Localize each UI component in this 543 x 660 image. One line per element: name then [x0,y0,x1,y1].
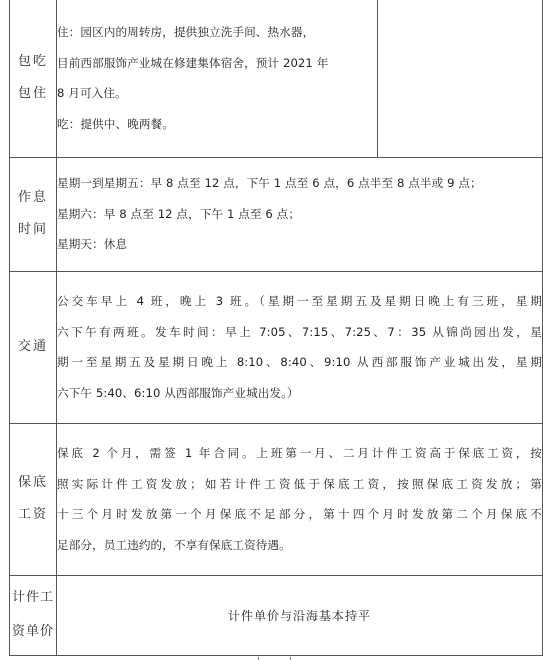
content-work-schedule [57,157,543,271]
text-line: 星期天：休息 [57,237,128,252]
text-line: 目前西部服饰产业城在修建集体宿舍，预计 2021 年 [57,55,329,70]
label-work-schedule [10,157,57,271]
label-line: 计件工 [11,590,54,605]
label-line: 保底 [17,475,48,490]
label-transport [10,271,57,423]
text-line: 期一至星期五及星期日晚上 8:10、8:40、9:10 从西部服饰产业城出发，星期 [57,355,542,369]
text-line: 六下午有两班。发车时间：早上 7:05、7:15、7:25、7：35 从锦尚园出发，星 [57,324,542,339]
text-line: 六下午 5:40、6:10 从西部服饰产业城出发。） [57,385,299,400]
label-room-and-board [10,0,57,157]
row-piece-rate [10,575,543,655]
empty-cell [378,0,543,157]
label-line: 交通 [17,339,48,354]
text-line: 十三个月时发放第一个月保底不足部分，第十四个月时发放第二个月保底不 [57,507,542,521]
text-line: 8 月可入住。 [57,86,127,101]
text-line: 足部分，员工违约的，不享有保底工资待遇。 [57,537,291,552]
row-guaranteed-wage [10,423,543,575]
label-line: 工资 [17,507,48,522]
text-line: 保底 2 个月，需签 1 年合同。上班第一月、二月计件工资高于保底工资，按 [57,446,542,460]
content-room-and-board [57,0,378,157]
label-line: 资单价 [11,624,54,639]
text-line: 星期六：早 8 点至 12 点，下午 1 点至 6 点； [57,206,301,221]
label-guaranteed-wage [10,423,57,575]
label-line: 时间 [17,222,48,237]
label-piece-rate [10,575,57,655]
label-line: 包住 [17,86,48,102]
content-guaranteed-wage [57,423,543,575]
text-line: 住：园区内的周转房，提供独立洗手间、热水器， [57,25,315,40]
label-line: 作息 [17,190,48,205]
label-line: 包吃 [17,54,48,70]
text-line: 公交车早上 4 班，晚上 3 班。（星期一至星期五及星期日晚上有三班，星期 [57,294,542,308]
content-piece-rate: 计件单价与沿海基本持平 [57,575,543,655]
row-transport [10,271,543,423]
row-room-and-board [10,0,543,157]
row-work-schedule [10,157,543,271]
job-info-table [9,0,543,656]
content-transport [57,271,543,423]
text-line: 吃：提供中、晚两餐。 [57,116,174,131]
text-line: 星期一到星期五：早 8 点至 12 点，下午 1 点至 6 点，6 点半至 8 点半或 9 点； [57,176,482,191]
text-line: 照实际计件工资发放；如若计件工资低于保底工资，按照保底工资发放；第 [57,476,542,491]
